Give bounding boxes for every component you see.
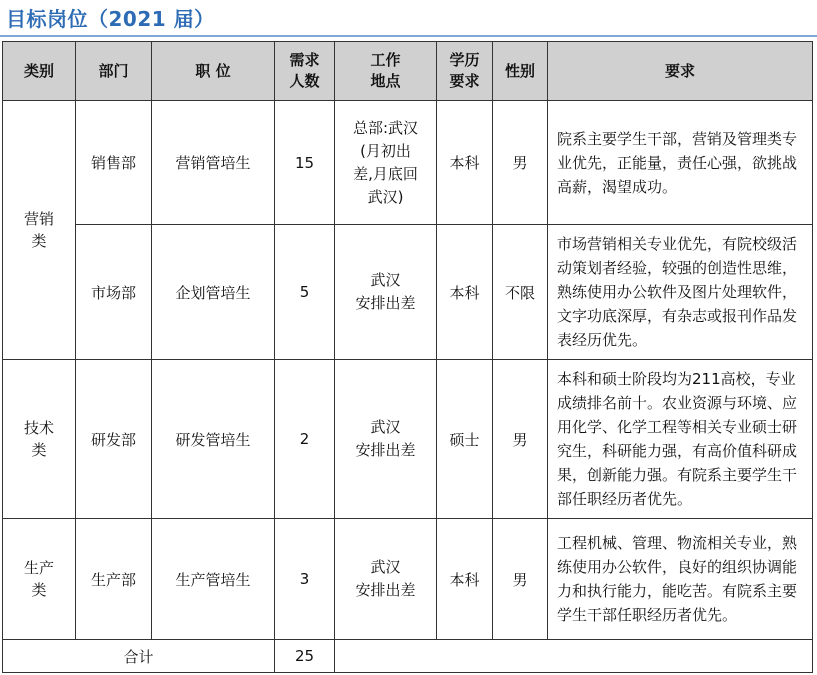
- header-count: 需求 人数: [275, 42, 335, 101]
- total-count: 25: [275, 640, 335, 673]
- header-education: 学历 要求: [437, 42, 493, 101]
- positions-table: [2, 41, 813, 673]
- header-gender: 性别: [493, 42, 548, 101]
- header-row: [3, 42, 813, 101]
- page-title: 目标岗位（2021 届）: [6, 7, 215, 31]
- dept-cell: 研发部: [76, 360, 152, 519]
- count-cell: 15: [275, 101, 335, 225]
- total-blank: [335, 640, 813, 673]
- requirement-cell: 本科和硕士阶段均为211高校，专业成绩排名前十。农业资源与环境、应用化学、化学工程等相关专业硕士研究生，科研能力强，有高价值科研成果，创新能力强。有院系主要学生干部任职经历者优先。: [548, 360, 813, 519]
- gender-cell: 男: [493, 360, 548, 519]
- header-dept: 部门: [76, 42, 152, 101]
- count-cell: 5: [275, 225, 335, 360]
- total-label: 合计: [3, 640, 275, 673]
- count-cell: 2: [275, 360, 335, 519]
- gender-cell: 不限: [493, 225, 548, 360]
- table-row: [3, 360, 813, 519]
- education-cell: 硕士: [437, 360, 493, 519]
- requirement-cell: 市场营销相关专业优先，有院校级活动策划者经验，较强的创造性思维，熟练使用办公软件及图片处理软件，文字功底深厚，有杂志或报刊作品发表经历优先。: [548, 225, 813, 360]
- header-position: 职 位: [152, 42, 275, 101]
- dept-cell: 市场部: [76, 225, 152, 360]
- table-row: [3, 225, 813, 360]
- position-cell: 生产管培生: [152, 519, 275, 640]
- header-requirement: 要求: [548, 42, 813, 101]
- count-cell: 3: [275, 519, 335, 640]
- requirement-cell: 工程机械、管理、物流相关专业，熟练使用办公软件，良好的组织协调能力和执行能力，能吃苦。有院系主要学生干部任职经历者优先。: [548, 519, 813, 640]
- location-cell: 武汉 安排出差: [335, 225, 437, 360]
- table-row: [3, 519, 813, 640]
- location-cell: 总部:武汉 (月初出 差,月底回 武汉): [335, 101, 437, 225]
- total-row: [3, 640, 813, 673]
- category-cell: 营销 类: [3, 101, 76, 360]
- table-row: [3, 101, 813, 225]
- gender-cell: 男: [493, 101, 548, 225]
- education-cell: 本科: [437, 101, 493, 225]
- dept-cell: 生产部: [76, 519, 152, 640]
- header-location: 工作 地点: [335, 42, 437, 101]
- dept-cell: 销售部: [76, 101, 152, 225]
- position-cell: 企划管培生: [152, 225, 275, 360]
- education-cell: 本科: [437, 519, 493, 640]
- category-cell: 技术 类: [3, 360, 76, 519]
- requirement-cell: 院系主要学生干部，营销及管理类专业优先，正能量，责任心强，欲挑战高薪，渴望成功。: [548, 101, 813, 225]
- location-cell: 武汉 安排出差: [335, 519, 437, 640]
- position-cell: 营销管培生: [152, 101, 275, 225]
- position-cell: 研发管培生: [152, 360, 275, 519]
- location-cell: 武汉 安排出差: [335, 360, 437, 519]
- category-cell: 生产 类: [3, 519, 76, 640]
- header-category: 类别: [3, 42, 76, 101]
- education-cell: 本科: [437, 225, 493, 360]
- gender-cell: 男: [493, 519, 548, 640]
- title-divider: [0, 35, 817, 37]
